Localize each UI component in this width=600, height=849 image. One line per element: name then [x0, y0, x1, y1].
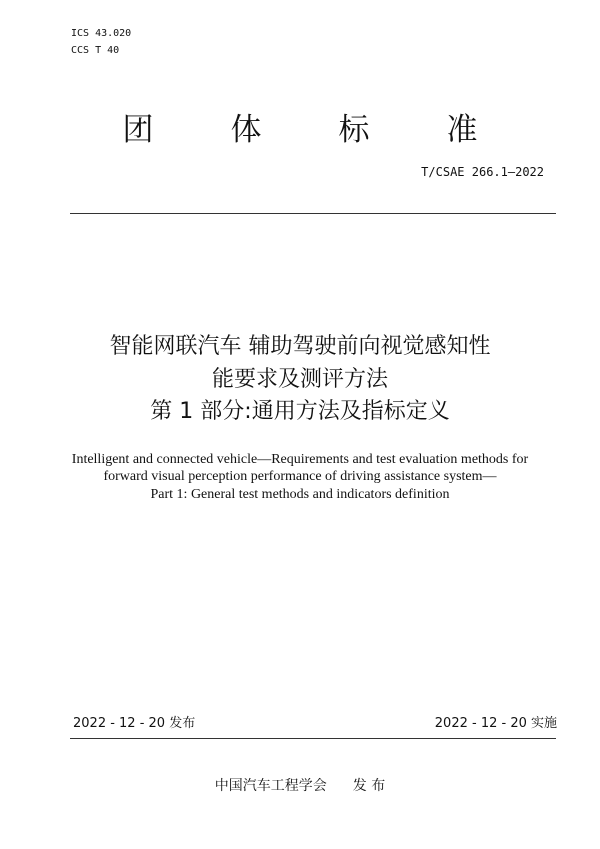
ics-code: ICS 43.020 [71, 28, 132, 39]
standard-type-char: 团 [122, 112, 154, 148]
title-english-line-2: forward visual perception performance of driving assistance system— [103, 469, 497, 484]
publisher-name: 中国汽车工程学会 [214, 778, 327, 794]
title-english-line-1: Intelligent and connected vehicle—Requirements and test evaluation methods for [71, 452, 529, 467]
title-english-line-3: Part 1: General test methods and indicators definition [150, 487, 450, 502]
title-chinese-line-3: 第 1 部分:通用方法及指标定义 [150, 399, 450, 424]
publisher-line [0, 777, 600, 795]
top-divider [70, 213, 556, 214]
issue-date: 2022 - 12 - 20 发布 [73, 716, 196, 731]
standard-type-char: 标 [338, 112, 370, 148]
standard-type-char: 准 [446, 112, 478, 148]
title-chinese-line-1: 智能网联汽车 辅助驾驶前向视觉感知性 [109, 334, 491, 359]
bottom-divider [70, 738, 556, 739]
standard-type-heading [0, 112, 600, 148]
ccs-code: CCS T 40 [71, 45, 120, 56]
implementation-date: 2022 - 12 - 20 实施 [434, 716, 557, 731]
publisher-action: 发 布 [352, 778, 386, 794]
standard-number: T/CSAE 266.1—2022 [421, 165, 544, 179]
standard-type-char: 体 [230, 112, 262, 148]
title-chinese-line-2: 能要求及测评方法 [211, 367, 388, 392]
